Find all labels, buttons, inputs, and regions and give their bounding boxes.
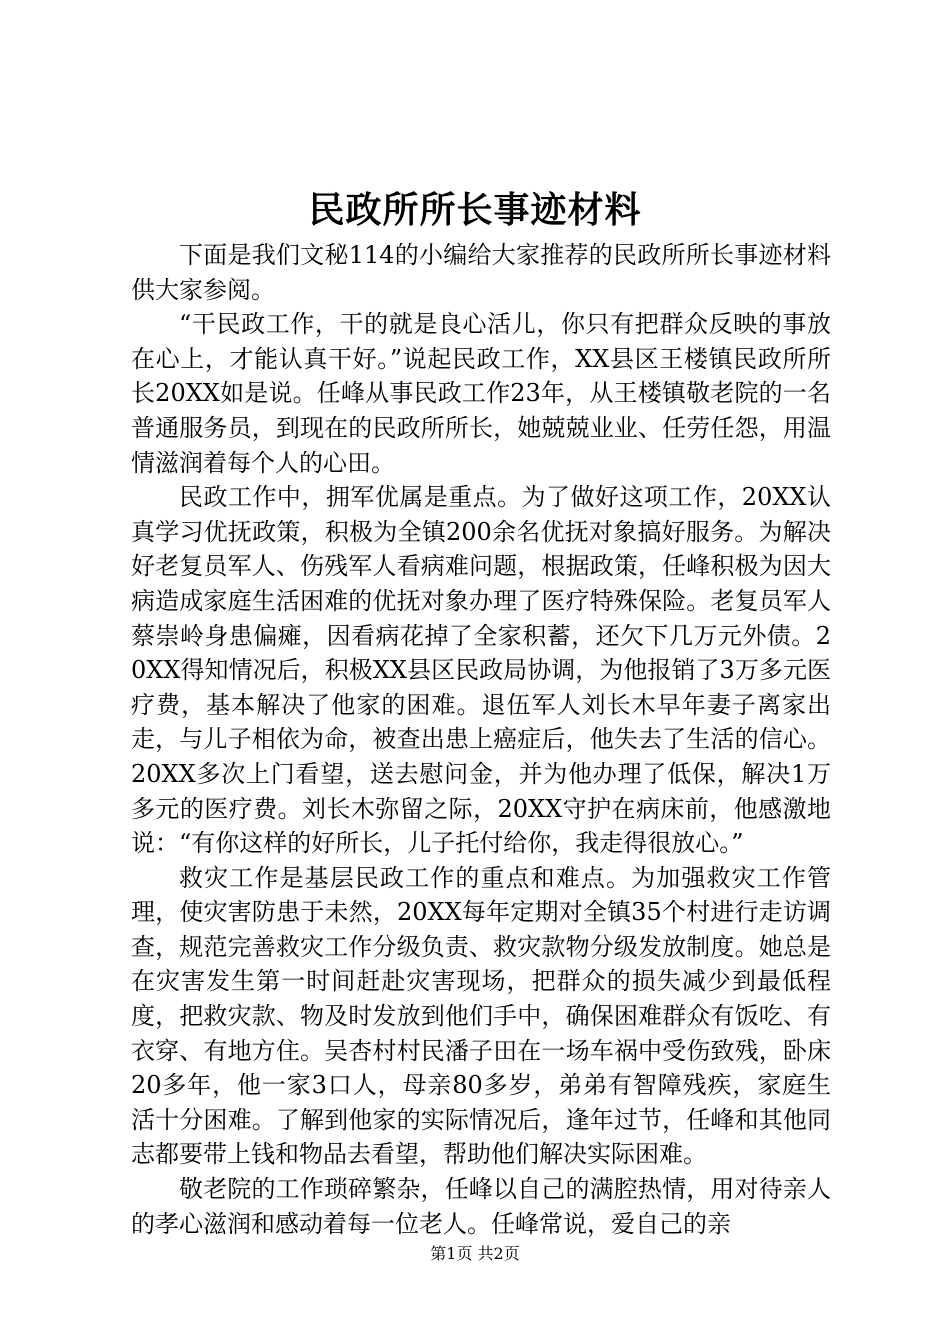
paragraph-nursing-home: 敬老院的工作琐碎繁杂，任峰以自己的满腔热情，用对待亲人的孝心滋润和感动着每一位老人。任峰常说，爱自己的亲	[131, 1175, 831, 1238]
page-number-footer: 第1页 共2页	[430, 1244, 520, 1263]
document-title: 民政所所长事迹材料	[308, 189, 642, 231]
paragraph-military-support: 民政工作中，拥军优属是重点。为了做好这项工作，20XX认真学习优抚政策，积极为全镇200余名优抚对象搞好服务。为解决好老复员军人、伤残军人看病难问题，根据政策，任峰积极为因大病造成家庭生活困难的优抚对象办理了医疗特殊保险。老复员军人蔡崇岭身患偏瘫，因看病花掉了全家积蓄，还欠下几万元外债。20XX得知情况后，积极XX县区民政局协调，为他报销了3万多元医疗费，基本解决了他家的困难。退伍军人刘长木早年妻子离家出走，与儿子相依为命，被查出患上癌症后，他失去了生活的信心。20XX多次上门看望，送去慰问金，并为他办理了低保，解决1万多元的医疗费。刘长木弥留之际，20XX守护在病床前，他感激地说：“有你这样的好所长，儿子托付给你，我走得很放心。”	[131, 483, 831, 858]
document-body	[131, 238, 831, 1241]
paragraph-intro: 下面是我们文秘114的小编给大家推荐的民政所所长事迹材料供大家参阅。	[131, 241, 831, 304]
paragraph-quote: “干民政工作，干的就是良心活儿，你只有把群众反映的事放在心上，才能认真干好。”说起民政工作，XX县区王楼镇民政所所长20XX如是说。任峰从事民政工作23年，从王楼镇敬老院的一名普通服务员，到现在的民政所所长，她兢兢业业、任劳任怨，用温情滋润着每个人的心田。	[131, 310, 831, 477]
paragraph-disaster-relief: 救灾工作是基层民政工作的重点和难点。为加强救灾工作管理，使灾害防患于未然，20XX每年定期对全镇35个村进行走访调查，规范完善救灾工作分级负责、救灾款物分级发放制度。她总是在灾害发生第一时间赶赴灾害现场，把群众的损失减少到最低程度，把救灾款、物及时发放到他们手中，确保困难群众有饭吃、有衣穿、有地方住。吴杏村村民潘子田在一场车祸中受伤致残，卧床20多年，他一家3口人，母亲80多岁，弟弟有智障残疾，家庭生活十分困难。了解到他家的实际情况后，逢年过节，任峰和其他同志都要带上钱和物品去看望，帮助他们解决实际困难。	[131, 863, 831, 1169]
